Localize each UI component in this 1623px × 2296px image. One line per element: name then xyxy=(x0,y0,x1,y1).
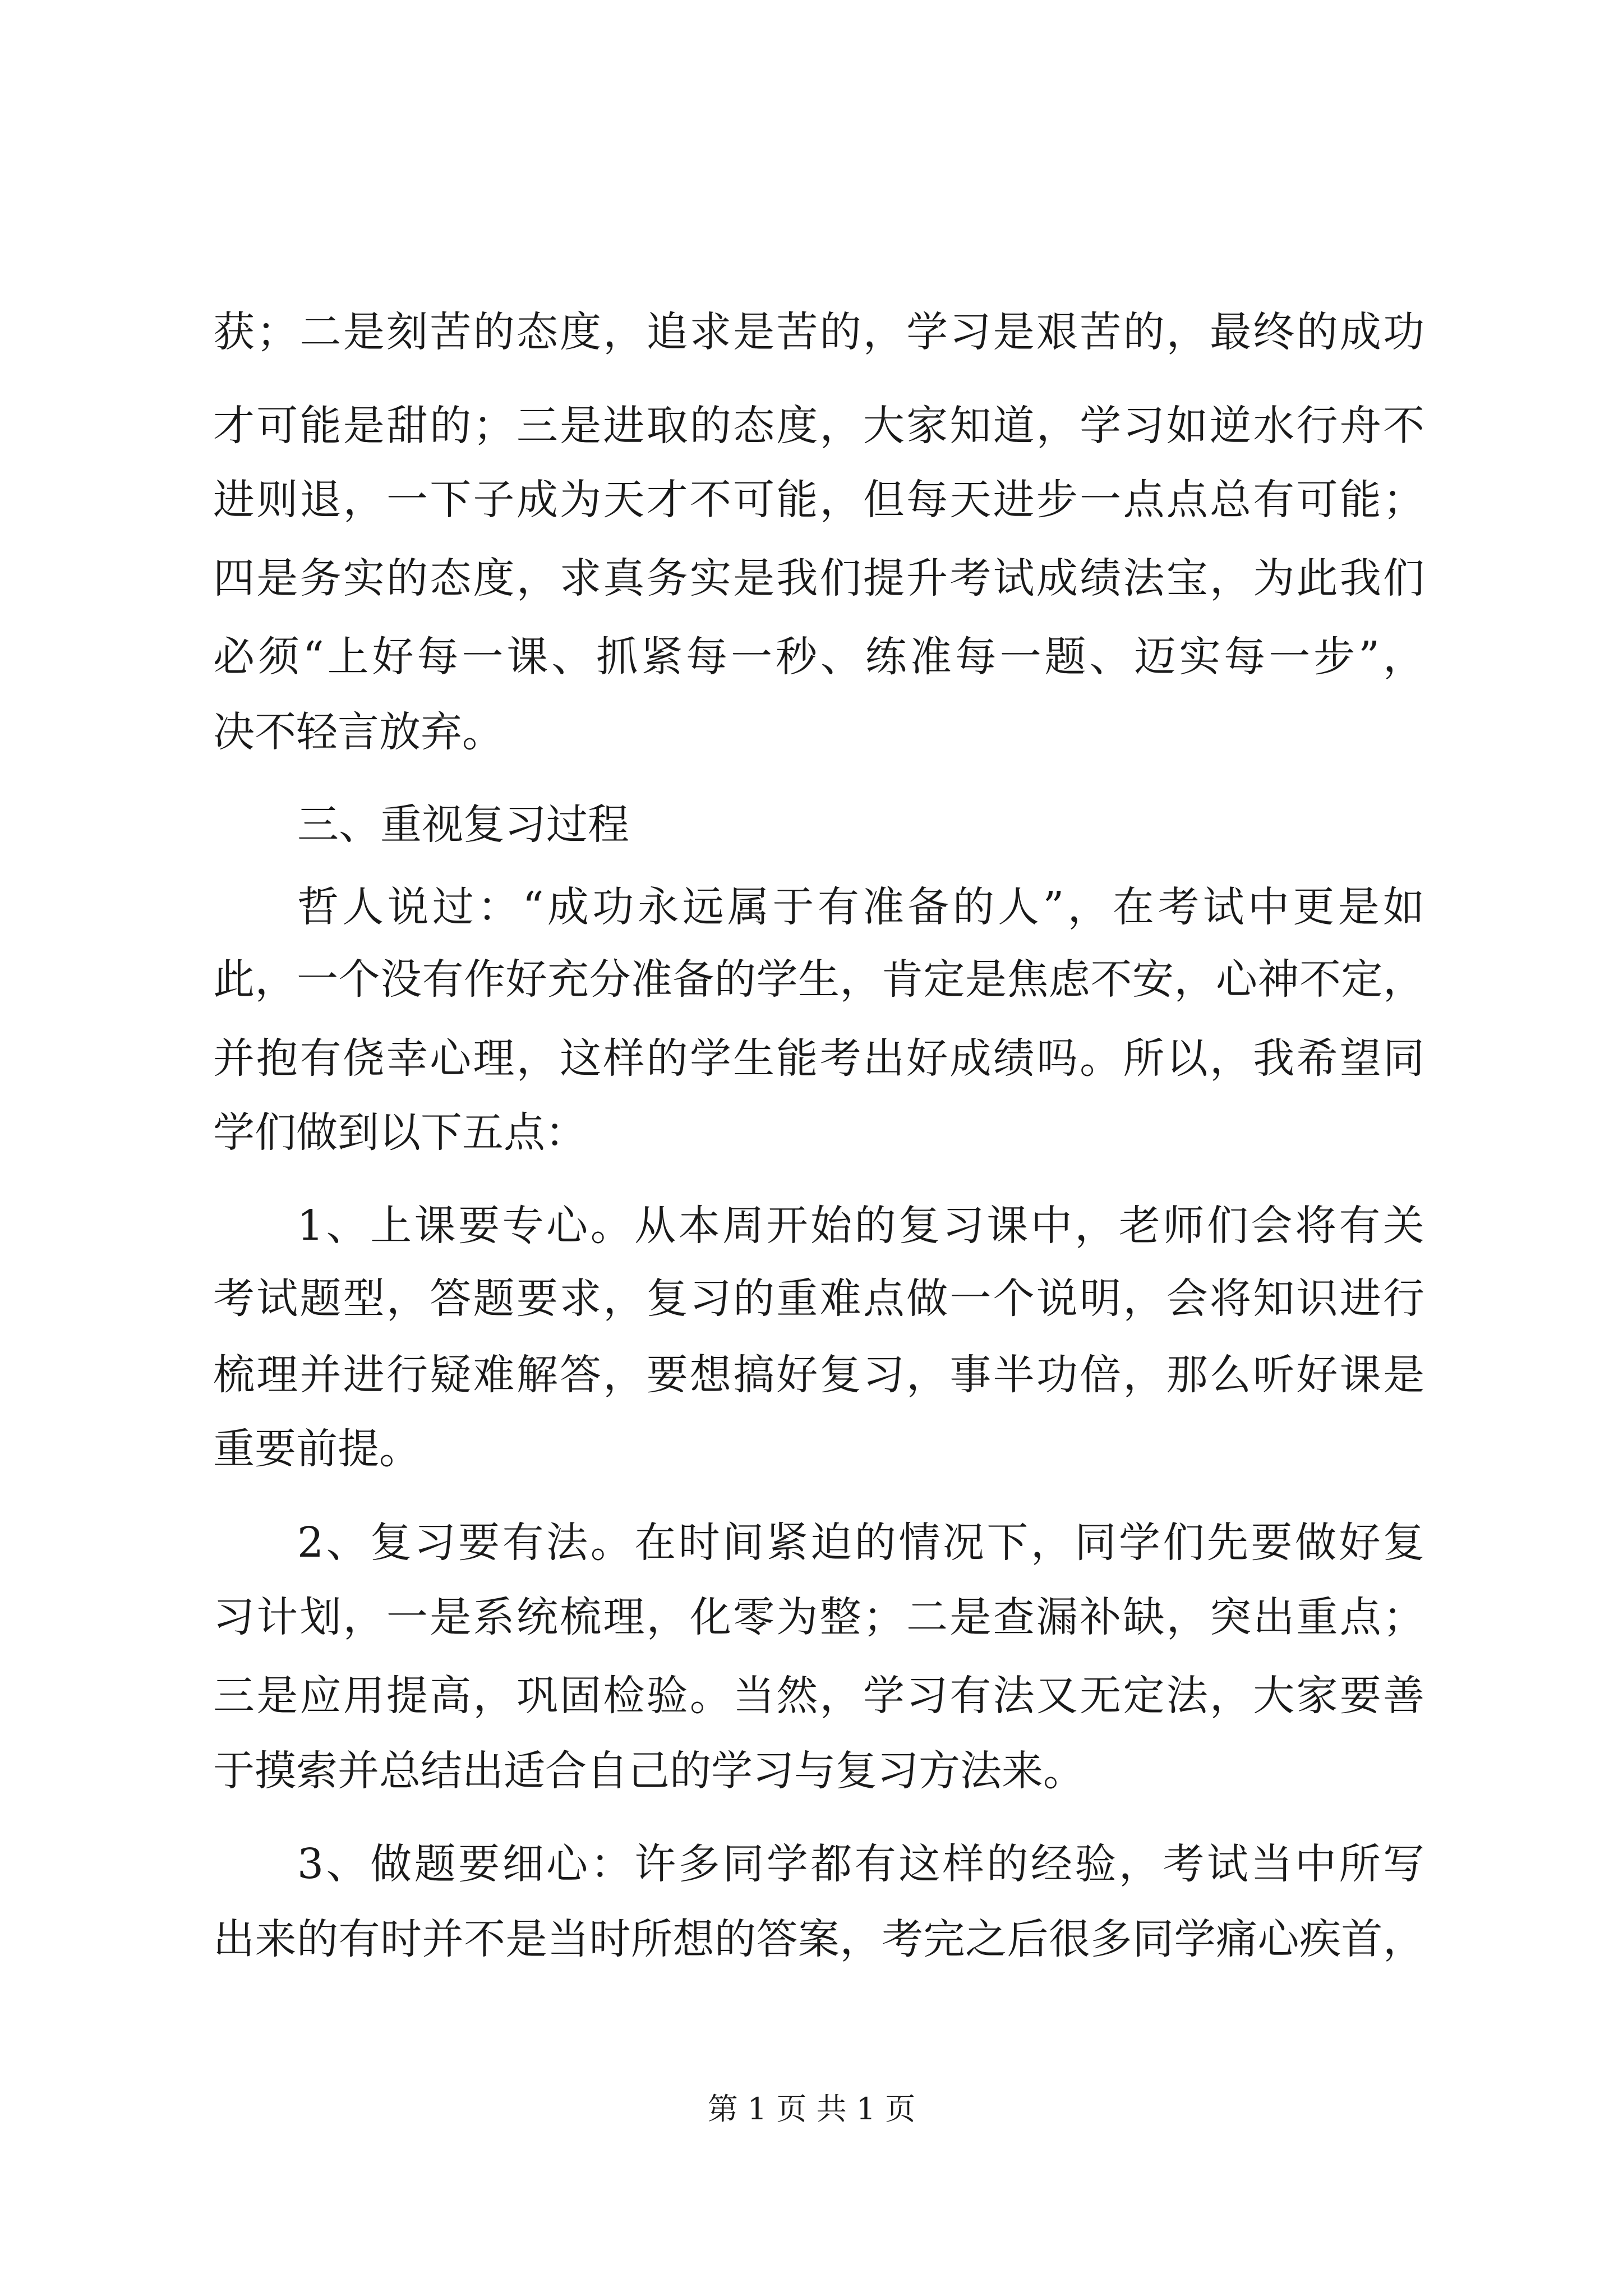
body-text-line: 进则退，一下子成为天才不可能，但每天进步一点点总有可能； xyxy=(213,476,1424,524)
body-text-line: 三是应用提高，巩固检验。当然，学习有法又无定法，大家要善 xyxy=(213,1672,1424,1720)
body-text-line: 学们做到以下五点： xyxy=(213,1108,587,1157)
body-text-line: 并抱有侥幸心理，这样的学生能考出好成绩吗。所以，我希望同 xyxy=(213,1034,1424,1083)
body-text-line: 此，一个没有作好充分准备的学生，肯定是焦虑不安，心神不定， xyxy=(213,955,1424,1004)
body-text-line: 梳理并进行疑难解答，要想搞好复习，事半功倍，那么听好课是 xyxy=(213,1351,1424,1399)
body-text-line: 2、复习要有法。在时间紧迫的情况下，同学们先要做好复 xyxy=(297,1519,1424,1567)
body-text-line: 重要前提。 xyxy=(213,1425,421,1473)
section-heading: 三、重视复习过程 xyxy=(297,800,629,849)
body-text-line: 获；二是刻苦的态度，追求是苦的，学习是艰苦的，最终的成功 xyxy=(213,308,1424,356)
body-text-line: 习计划，一是系统梳理，化零为整；二是查漏补缺，突出重点； xyxy=(213,1593,1424,1641)
body-text-line: 必须“上好每一课、抓紧每一秒、练准每一题、迈实每一步”， xyxy=(213,633,1424,681)
body-text-line: 出来的有时并不是当时所想的答案，考完之后很多同学痛心疾首， xyxy=(213,1915,1424,1963)
body-text-line: 才可能是甜的；三是进取的态度，大家知道，学习如逆水行舟不 xyxy=(213,402,1424,450)
body-text-line: 3、做题要细心：许多同学都有这样的经验，考试当中所写 xyxy=(297,1840,1424,1888)
body-text-line: 哲人说过：“成功永远属于有准备的人”，在考试中更是如 xyxy=(297,883,1424,931)
body-text-line: 1、上课要专心。从本周开始的复习课中，老师们会将有关 xyxy=(297,1202,1424,1250)
body-text-line: 四是务实的态度，求真务实是我们提升考试成绩法宝，为此我们 xyxy=(213,554,1424,602)
body-text-line: 考试题型，答题要求，复习的重难点做一个说明，会将知识进行 xyxy=(213,1274,1424,1323)
body-text-line: 于摸索并总结出适合自己的学习与复习方法来。 xyxy=(213,1747,1085,1795)
page-footer: 第 1 页 共 1 页 xyxy=(707,2091,916,2127)
body-text-line: 决不轻言放弃。 xyxy=(213,708,504,756)
